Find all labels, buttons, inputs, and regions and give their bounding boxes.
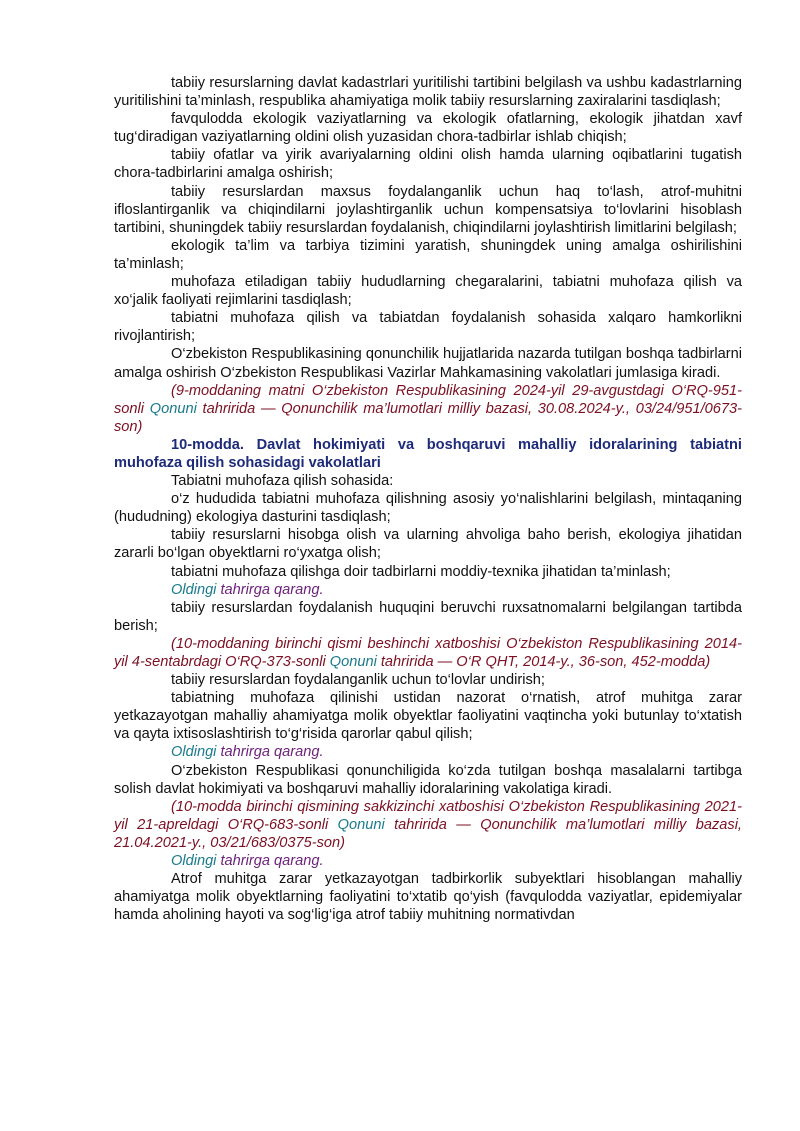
note-text: (10-moddaning birinchi qismi beshinchi xatboshisi O‘zbekiston Respublikasining 2014-yil 4-sentabrdagi O‘RQ-373-sonli xyxy=(114,635,742,670)
paragraph: favqulodda ekologik vaziyatlarning va ekologik ofatlarning, ekologik jihatdan xavf tug‘diradigan vaziyatlarning oldini olish yuzasidan chora-tadbirlar ishlab chiqish; xyxy=(114,111,742,146)
paragraph: tabiiy resurslardan foydalanish huquqini beruvchi ruxsatnomalarni belgilangan tartibda berish; xyxy=(114,599,742,634)
note-text: (9-moddaning matni O‘zbekiston Respublikasining 2024-yil 29-avgustdagi O‘RQ-951-sonli xyxy=(114,382,742,417)
amendment-note xyxy=(114,798,742,852)
paragraph: tabiiy resurslarning davlat kadastrlari yuritilishi tartibini belgilash va ushbu kadastrlarning yuritilishini ta’minlash, respublika ahamiyatiga molik tabiiy resurslarning zaxiralarini tasdiqlash; xyxy=(114,75,742,110)
note-text: tahririda — Qonunchilik ma’lumotlari milliy bazasi, 21.04.2021-y., 03/21/683/0375-son) xyxy=(114,816,742,851)
document-page xyxy=(114,74,742,924)
previous-edition-link[interactable] xyxy=(114,743,742,761)
paragraph: tabiatni muhofaza qilishga doir tadbirlarni moddiy-texnika jihatidan ta’minlash; xyxy=(171,563,671,580)
paragraph: O‘zbekiston Respublikasining qonunchilik hujjatlarida nazarda tutilgan boshqa tadbirlarni amalga oshirish O‘zbekiston Respublikasi Vazirlar Mahkamasining vakolatlari jumlasiga kiradi. xyxy=(114,346,742,381)
law-link[interactable]: Qonuni xyxy=(149,400,197,417)
edition-label[interactable]: tahrirga qarang. xyxy=(216,581,324,598)
law-link[interactable]: Qonuni xyxy=(329,654,377,670)
paragraph: tabiiy resurslardan maxsus foydalanganlik uchun haq to‘lash, atrof-muhitni ifloslantirganlik va chiqindilarni joylashtirganlik uchun kompensatsiya to‘lovlarini hisoblash tartibini, shuningdek tabiiy resurslardan foydalanish, chiqindilarni joylashtirish limitlarini belgilash; xyxy=(114,183,742,236)
previous-edition-link[interactable] xyxy=(114,852,742,870)
paragraph: tabiiy resurslarni hisobga olish va ularning ahvoliga baho berish, ekologiya jihatidan zararli bo‘lgan obyektlarni ro‘yxatga olish; xyxy=(114,527,742,562)
previous-label[interactable]: Oldingi xyxy=(171,853,217,870)
previous-edition-link[interactable] xyxy=(114,581,742,599)
previous-label[interactable]: Oldingi xyxy=(171,744,217,761)
paragraph: tabiiy resurslardan foydalanganlik uchun to‘lovlar undirish; xyxy=(171,672,545,689)
paragraph: o‘z hududida tabiatni muhofaza qilishning asosiy yo‘nalishlarini belgilash, mintaqaning (hududning) ekologiya dasturini tasdiqlash; xyxy=(114,491,742,526)
paragraph: Atrof muhitga zarar yetkazayotgan tadbirkorlik subyektlari hisoblangan mahalliy ahamiyatga molik obyektlarning faoliyatini to‘xtatib qo‘yish (favqulodda vaziyatlar, epidemiyalar hamda aholining hayoti va sog‘lig‘iga atrof tabiiy muhitning normativdan xyxy=(114,871,742,924)
edition-label[interactable]: tahrirga qarang. xyxy=(216,744,324,761)
paragraph: tabiatning muhofaza qilinishi ustidan nazorat o‘rnatish, atrof muhitga zarar yetkazayotgan mahalliy ahamiyatga molik obyektlar faoliyatini vaqtincha yoki butunlay to‘xtatish va qayta ixtisoslashtirish to‘g‘risida qarorlar qabul qilish; xyxy=(114,690,742,743)
paragraph: ekologik ta’lim va tarbiya tizimini yaratish, shuningdek uning amalga oshirilishini ta’minlash; xyxy=(114,237,742,272)
paragraph: Tabiatni muhofaza qilish sohasida: xyxy=(171,473,394,490)
paragraph: O‘zbekiston Respublikasi qonunchiligida ko‘zda tutilgan boshqa masalalarni tartibga solish davlat hokimiyati va boshqaruvi mahalliy idoralarining vakolatiga kiradi. xyxy=(114,762,742,797)
previous-label[interactable]: Oldingi xyxy=(171,581,217,598)
note-text: tahririda — O‘R QHT, 2014-y., 36-son, 452-modda) xyxy=(376,654,711,670)
amendment-note xyxy=(114,382,742,436)
paragraph: muhofaza etiladigan tabiiy hududlarning chegaralarini, tabiatni muhofaza qilish va xo‘jalik faoliyati rejimlarini tasdiqlash; xyxy=(114,274,742,309)
paragraph: tabiiy ofatlar va yirik avariyalarning oldini olish hamda ularning oqibatlarini tugatish chora-tadbirlarini amalga oshirish; xyxy=(114,147,742,182)
note-text: tahririda — Qonunchilik ma’lumotlari milliy bazasi, 30.08.2024-y., 03/24/951/0673-son) xyxy=(114,400,743,435)
note-text: (10-modda birinchi qismining sakkizinchi xatboshisi O‘zbekiston Respublikasining 2021-yil 21-apreldagi O‘RQ-683-sonli xyxy=(114,798,742,833)
law-link[interactable]: Qonuni xyxy=(337,816,385,833)
edition-label[interactable]: tahrirga qarang. xyxy=(216,853,324,870)
amendment-note xyxy=(114,635,742,671)
paragraph: tabiatni muhofaza qilish va tabiatdan foydalanish sohasida xalqaro hamkorlikni rivojlantirish; xyxy=(114,310,742,345)
article-heading: 10-modda. Davlat hokimiyati va boshqaruvi mahalliy idoralarining tabiatni muhofaza qilish sohasidagi vakolatlari xyxy=(114,436,742,471)
